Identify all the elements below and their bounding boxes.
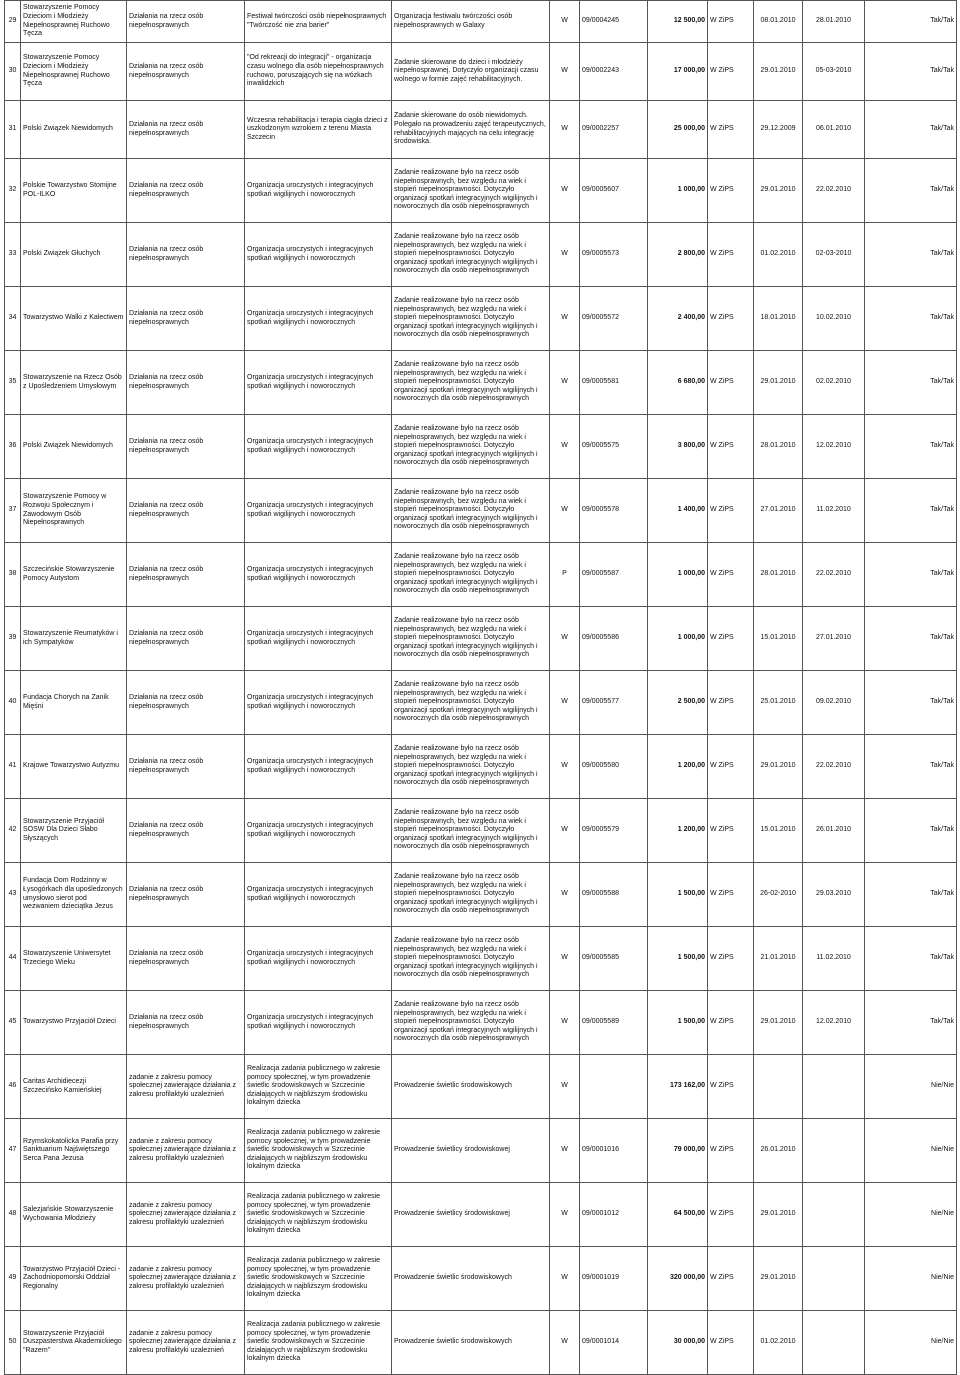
mode-code: W (550, 991, 580, 1055)
task-title: Realizacja zadania publicznego w zakresie pomocy społecznej, w tym prowadzenie świetlic środowiskowych w Szczecinie działających w najbliższym środowisku lokalnym dziecka (245, 1247, 392, 1311)
row-number: 38 (5, 543, 21, 607)
grant-amount: 1 200,00 (648, 735, 708, 799)
organization-name: Stowarzyszenie Uniwersytet Trzeciego Wieku (21, 927, 127, 991)
contract-number: 09/0005587 (580, 543, 648, 607)
control-flags: Tak/Tak (865, 863, 957, 927)
contract-date: 28.01.2010 (754, 543, 803, 607)
row-number: 47 (5, 1119, 21, 1183)
organization-name: Salezjańskie Stowarzyszenie Wychowania Młodzieży (21, 1183, 127, 1247)
grant-amount: 1 400,00 (648, 479, 708, 543)
table-row (5, 991, 957, 1055)
department-code: W ZiPS (708, 351, 754, 415)
task-title: Organizacja uroczystych i integracyjnych spotkań wigilijnych i noworocznych (245, 991, 392, 1055)
task-description: Zadanie realizowane było na rzecz osób niepełnosprawnych, bez względu na wiek i stopień niepełnosprawności. Dotyczyło organizacji spotkań integracyjnych wigilijnych i noworocznych dla osób niepełnosprawnych (392, 287, 550, 351)
task-description: Zadanie realizowane było na rzecz osób niepełnosprawnych, bez względu na wiek i stopień niepełnosprawności. Dotyczyło organizacji spotkań integracyjnych wigilijnych i noworocznych dla osób niepełnosprawnych (392, 671, 550, 735)
grant-amount: 2 400,00 (648, 287, 708, 351)
contract-number: 09/0005588 (580, 863, 648, 927)
table-row (5, 1, 957, 43)
organization-name: Polskie Towarzystwo Stomijne POL-ILKO (21, 159, 127, 223)
contract-number: 09/0005579 (580, 799, 648, 863)
contract-date: 15.01.2010 (754, 799, 803, 863)
task-title: Organizacja uroczystych i integracyjnych spotkań wigilijnych i noworocznych (245, 607, 392, 671)
task-title: Wczesna rehabilitacja i terapia ciągła dzieci z uszkodzonym wzrokiem z terenu Miasta Szczecin (245, 101, 392, 159)
table-row (5, 287, 957, 351)
mode-code: W (550, 223, 580, 287)
contract-number: 09/0001019 (580, 1247, 648, 1311)
row-number: 31 (5, 101, 21, 159)
table-row (5, 1247, 957, 1311)
task-title: Festiwal twórczości osób niepełnosprawnych "Twórczość nie zna barier" (245, 1, 392, 43)
task-description: Zadanie realizowane było na rzecz osób niepełnosprawnych, bez względu na wiek i stopień niepełnosprawności. Dotyczyło organizacji spotkań integracyjnych wigilijnych i noworocznych dla osób niepełnosprawnych (392, 607, 550, 671)
grant-amount: 3 800,00 (648, 415, 708, 479)
contract-number: 09/0005580 (580, 735, 648, 799)
settlement-date: 28.01.2010 (803, 1, 865, 43)
contract-date: 28.01.2010 (754, 415, 803, 479)
organization-name: Stowarzyszenie Przyjaciół Duszpasterstwa Akademickiego "Razem" (21, 1311, 127, 1375)
task-title: Realizacja zadania publicznego w zakresie pomocy społecznej, w tym prowadzenie świetlic środowiskowych w Szczecinie działających w najbliższym środowisku lokalnym dziecka (245, 1183, 392, 1247)
row-number: 32 (5, 159, 21, 223)
mode-code: W (550, 351, 580, 415)
task-title: Organizacja uroczystych i integracyjnych spotkań wigilijnych i noworocznych (245, 543, 392, 607)
department-code: W ZiPS (708, 287, 754, 351)
row-number: 49 (5, 1247, 21, 1311)
organization-name: Towarzystwo Przyjaciół Dzieci (21, 991, 127, 1055)
grant-amount: 1 500,00 (648, 991, 708, 1055)
settlement-date (803, 1183, 865, 1247)
contract-date: 08.01.2010 (754, 1, 803, 43)
organization-name: Polski Związek Głuchych (21, 223, 127, 287)
task-description: Zadanie realizowane było na rzecz osób niepełnosprawnych, bez względu na wiek i stopień niepełnosprawności. Dotyczyło organizacji spotkań integracyjnych wigilijnych i noworocznych dla osób niepełnosprawnych (392, 863, 550, 927)
grant-amount: 1 000,00 (648, 159, 708, 223)
settlement-date (803, 1119, 865, 1183)
department-code: W ZiPS (708, 1, 754, 43)
mode-code: W (550, 287, 580, 351)
department-code: W ZiPS (708, 415, 754, 479)
task-title: Realizacja zadania publicznego w zakresie pomocy społecznej, w tym prowadzenie świetlic środowiskowych w Szczecinie działających w najbliższym środowisku lokalnym dziecka (245, 1311, 392, 1375)
settlement-date: 02-03-2010 (803, 223, 865, 287)
control-flags: Nie/Nie (865, 1183, 957, 1247)
settlement-date (803, 1055, 865, 1119)
table-row (5, 159, 957, 223)
activity-area: zadanie z zakresu pomocy społecznej zawierające działania z zakresu profilaktyki uzależnień (127, 1055, 245, 1119)
contract-number: 09/0001014 (580, 1311, 648, 1375)
task-title: "Od rekreacji do integracji" - organizacja czasu wolnego dla osób niepełnosprawnych ruchowo, poruszających się na wózkach inwalidzkich (245, 43, 392, 101)
contract-number: 09/0005572 (580, 287, 648, 351)
task-description: Zadanie skierowane do dzieci i młodzieży niepełnosprawnej. Dotyczyło organizacji czasu wolnego w formie zajęć rehabilitacyjnych. (392, 43, 550, 101)
row-number: 39 (5, 607, 21, 671)
contract-date: 29.01.2010 (754, 159, 803, 223)
mode-code: W (550, 735, 580, 799)
department-code: W ZiPS (708, 479, 754, 543)
table-row (5, 799, 957, 863)
table-row (5, 607, 957, 671)
task-description: Zadanie realizowane było na rzecz osób niepełnosprawnych, bez względu na wiek i stopień niepełnosprawności. Dotyczyło organizacji spotkań integracyjnych wigilijnych i noworocznych dla osób niepełnosprawnych (392, 735, 550, 799)
row-number: 40 (5, 671, 21, 735)
table-row (5, 1119, 957, 1183)
contract-number: 09/0005581 (580, 351, 648, 415)
activity-area: Działania na rzecz osób niepełnosprawnych (127, 415, 245, 479)
mode-code: W (550, 479, 580, 543)
table-row (5, 351, 957, 415)
mode-code: W (550, 415, 580, 479)
grant-amount: 1 500,00 (648, 863, 708, 927)
control-flags: Nie/Nie (865, 1119, 957, 1183)
table-row (5, 101, 957, 159)
contract-number: 09/0005607 (580, 159, 648, 223)
department-code: W ZiPS (708, 863, 754, 927)
row-number: 36 (5, 415, 21, 479)
control-flags: Tak/Tak (865, 101, 957, 159)
organization-name: Krajowe Towarzystwo Autyzmu (21, 735, 127, 799)
activity-area: zadanie z zakresu pomocy społecznej zawierające działania z zakresu profilaktyki uzależnień (127, 1311, 245, 1375)
task-title: Organizacja uroczystych i integracyjnych spotkań wigilijnych i noworocznych (245, 735, 392, 799)
activity-area: Działania na rzecz osób niepełnosprawnych (127, 927, 245, 991)
mode-code: W (550, 43, 580, 101)
organization-name: Towarzystwo Przyjaciół Dzieci - Zachodniopomorski Oddział Regionalny (21, 1247, 127, 1311)
grant-amount: 79 000,00 (648, 1119, 708, 1183)
task-description: Prowadzenie świetlic środowiskowych (392, 1055, 550, 1119)
mode-code: W (550, 671, 580, 735)
row-number: 42 (5, 799, 21, 863)
contract-date: 27.01.2010 (754, 479, 803, 543)
task-title: Organizacja uroczystych i integracyjnych spotkań wigilijnych i noworocznych (245, 799, 392, 863)
mode-code: W (550, 1119, 580, 1183)
mode-code: W (550, 159, 580, 223)
contract-date: 29.01.2010 (754, 1183, 803, 1247)
task-description: Zadanie realizowane było na rzecz osób niepełnosprawnych, bez względu na wiek i stopień niepełnosprawności. Dotyczyło organizacji spotkań integracyjnych wigilijnych i noworocznych dla osób niepełnosprawnych (392, 351, 550, 415)
settlement-date: 22.02.2010 (803, 543, 865, 607)
table-row (5, 223, 957, 287)
control-flags: Tak/Tak (865, 159, 957, 223)
department-code: W ZiPS (708, 607, 754, 671)
organization-name: Stowarzyszenie Pomocy Dzieciom i Młodzieży Niepełnosprawnej Ruchowo Tęcza (21, 43, 127, 101)
settlement-date: 22.02.2010 (803, 159, 865, 223)
row-number: 43 (5, 863, 21, 927)
activity-area: zadanie z zakresu pomocy społecznej zawierające działania z zakresu profilaktyki uzależnień (127, 1183, 245, 1247)
task-title: Organizacja uroczystych i integracyjnych spotkań wigilijnych i noworocznych (245, 223, 392, 287)
task-description: Prowadzenie świetlic środowiskowych (392, 1311, 550, 1375)
control-flags: Tak/Tak (865, 671, 957, 735)
mode-code: W (550, 1055, 580, 1119)
activity-area: Działania na rzecz osób niepełnosprawnych (127, 101, 245, 159)
row-number: 30 (5, 43, 21, 101)
contract-date (754, 1055, 803, 1119)
row-number: 46 (5, 1055, 21, 1119)
contract-number: 09/0002243 (580, 43, 648, 101)
control-flags: Tak/Tak (865, 991, 957, 1055)
organization-name: Stowarzyszenie na Rzecz Osób z Upośledzeniem Umysłowym (21, 351, 127, 415)
department-code: W ZiPS (708, 1311, 754, 1375)
row-number: 41 (5, 735, 21, 799)
contract-number: 09/0002257 (580, 101, 648, 159)
contract-number: 09/0005586 (580, 607, 648, 671)
organization-name: Stowarzyszenie Przyjaciół SOSW Dla Dzieci Słabo Słyszących (21, 799, 127, 863)
settlement-date: 12.02.2010 (803, 415, 865, 479)
department-code: W ZiPS (708, 543, 754, 607)
department-code: W ZiPS (708, 223, 754, 287)
control-flags: Nie/Nie (865, 1055, 957, 1119)
table-row (5, 1055, 957, 1119)
activity-area: Działania na rzecz osób niepełnosprawnych (127, 671, 245, 735)
activity-area: zadanie z zakresu pomocy społecznej zawierające działania z zakresu profilaktyki uzależnień (127, 1119, 245, 1183)
grant-amount: 1 200,00 (648, 799, 708, 863)
grant-amount: 173 162,00 (648, 1055, 708, 1119)
mode-code: W (550, 607, 580, 671)
control-flags: Tak/Tak (865, 351, 957, 415)
settlement-date: 02.02.2010 (803, 351, 865, 415)
row-number: 33 (5, 223, 21, 287)
mode-code: W (550, 1183, 580, 1247)
contract-date: 29.01.2010 (754, 991, 803, 1055)
department-code: W ZiPS (708, 735, 754, 799)
task-description: Zadanie realizowane było na rzecz osób niepełnosprawnych, bez względu na wiek i stopień niepełnosprawności. Dotyczyło organizacji spotkań integracyjnych wigilijnych i noworocznych dla osób niepełnosprawnych (392, 927, 550, 991)
task-title: Organizacja uroczystych i integracyjnych spotkań wigilijnych i noworocznych (245, 671, 392, 735)
contract-date: 18.01.2010 (754, 287, 803, 351)
settlement-date: 10.02.2010 (803, 287, 865, 351)
activity-area: Działania na rzecz osób niepełnosprawnych (127, 287, 245, 351)
task-description: Prowadzenie świetlicy środowiskowej (392, 1119, 550, 1183)
department-code: W ZiPS (708, 671, 754, 735)
contract-number: 09/0005575 (580, 415, 648, 479)
mode-code: W (550, 101, 580, 159)
task-description: Zadanie realizowane było na rzecz osób niepełnosprawnych, bez względu na wiek i stopień niepełnosprawności. Dotyczyło organizacji spotkań integracyjnych wigilijnych i noworocznych dla osób niepełnosprawnych (392, 543, 550, 607)
contract-number: 09/0005578 (580, 479, 648, 543)
contract-number: 09/0005585 (580, 927, 648, 991)
task-title: Organizacja uroczystych i integracyjnych spotkań wigilijnych i noworocznych (245, 479, 392, 543)
settlement-date (803, 1311, 865, 1375)
contract-date: 25.01.2010 (754, 671, 803, 735)
task-title: Realizacja zadania publicznego w zakresie pomocy społecznej, w tym prowadzenie świetlic środowiskowych w Szczecinie działających w najbliższym środowisku lokalnym dziecka (245, 1119, 392, 1183)
grant-amount: 12 500,00 (648, 1, 708, 43)
grants-table-body (5, 1, 957, 1375)
department-code: W ZiPS (708, 1183, 754, 1247)
activity-area: Działania na rzecz osób niepełnosprawnych (127, 543, 245, 607)
task-description: Prowadzenie świetlicy środowiskowej (392, 1183, 550, 1247)
row-number: 35 (5, 351, 21, 415)
mode-code: W (550, 927, 580, 991)
control-flags: Tak/Tak (865, 43, 957, 101)
activity-area: Działania na rzecz osób niepełnosprawnych (127, 159, 245, 223)
settlement-date: 22.02.2010 (803, 735, 865, 799)
control-flags: Tak/Tak (865, 543, 957, 607)
settlement-date: 27.01.2010 (803, 607, 865, 671)
task-title: Organizacja uroczystych i integracyjnych spotkań wigilijnych i noworocznych (245, 927, 392, 991)
task-description: Zadanie skierowane do osób niewidomych. Polegało na prowadzeniu zajęć terapeutycznych, rehabilitacyjnych mających na celu integrację środowiska. (392, 101, 550, 159)
department-code: W ZiPS (708, 43, 754, 101)
department-code: W ZiPS (708, 799, 754, 863)
control-flags: Tak/Tak (865, 607, 957, 671)
contract-date: 26.01.2010 (754, 1119, 803, 1183)
task-title: Organizacja uroczystych i integracyjnych spotkań wigilijnych i noworocznych (245, 159, 392, 223)
activity-area: Działania na rzecz osób niepełnosprawnych (127, 991, 245, 1055)
mode-code: W (550, 1311, 580, 1375)
settlement-date: 06.01.2010 (803, 101, 865, 159)
row-number: 45 (5, 991, 21, 1055)
task-title: Realizacja zadania publicznego w zakresie pomocy społecznej, w tym prowadzenie świetlic środowiskowych w Szczecinie działających w najbliższym środowisku lokalnym dziecka (245, 1055, 392, 1119)
contract-number: 09/0001012 (580, 1183, 648, 1247)
control-flags: Tak/Tak (865, 799, 957, 863)
row-number: 29 (5, 1, 21, 43)
table-row (5, 415, 957, 479)
department-code: W ZiPS (708, 991, 754, 1055)
contract-number: 09/0005589 (580, 991, 648, 1055)
task-description: Zadanie realizowane było na rzecz osób niepełnosprawnych, bez względu na wiek i stopień niepełnosprawności. Dotyczyło organizacji spotkań integracyjnych wigilijnych i noworocznych dla osób niepełnosprawnych (392, 223, 550, 287)
organization-name: Fundacja Dom Rodzinny w Łysogórkach dla upośledzonych umysłowo sierot pod wezwaniem dzieciątka Jezus (21, 863, 127, 927)
task-title: Organizacja uroczystych i integracyjnych spotkań wigilijnych i noworocznych (245, 863, 392, 927)
organization-name: Towarzystwo Walki z Kalectwem (21, 287, 127, 351)
task-description: Zadanie realizowane było na rzecz osób niepełnosprawnych, bez względu na wiek i stopień niepełnosprawności. Dotyczyło organizacji spotkań integracyjnych wigilijnych i noworocznych dla osób niepełnosprawnych (392, 991, 550, 1055)
organization-name: Stowarzyszenie Pomocy Dzieciom i Młodzieży Niepełnosprawnej Ruchowo Tęcza (21, 1, 127, 43)
grant-amount: 2 500,00 (648, 671, 708, 735)
department-code: W ZiPS (708, 159, 754, 223)
mode-code: W (550, 1, 580, 43)
row-number: 50 (5, 1311, 21, 1375)
activity-area: Działania na rzecz osób niepełnosprawnych (127, 43, 245, 101)
mode-code: W (550, 863, 580, 927)
grant-amount: 6 680,00 (648, 351, 708, 415)
activity-area: Działania na rzecz osób niepełnosprawnych (127, 799, 245, 863)
contract-date: 29.01.2010 (754, 351, 803, 415)
task-title: Organizacja uroczystych i integracyjnych spotkań wigilijnych i noworocznych (245, 287, 392, 351)
row-number: 48 (5, 1183, 21, 1247)
table-row (5, 671, 957, 735)
table-row (5, 1183, 957, 1247)
control-flags: Nie/Nie (865, 1311, 957, 1375)
contract-date: 01.02.2010 (754, 223, 803, 287)
department-code: W ZiPS (708, 1247, 754, 1311)
task-title: Organizacja uroczystych i integracyjnych spotkań wigilijnych i noworocznych (245, 351, 392, 415)
contract-date: 29.01.2010 (754, 1247, 803, 1311)
mode-code: P (550, 543, 580, 607)
grant-amount: 64 500,00 (648, 1183, 708, 1247)
control-flags: Tak/Tak (865, 223, 957, 287)
department-code: W ZiPS (708, 1119, 754, 1183)
task-title: Organizacja uroczystych i integracyjnych spotkań wigilijnych i noworocznych (245, 415, 392, 479)
control-flags: Nie/Nie (865, 1247, 957, 1311)
grant-amount: 1 000,00 (648, 607, 708, 671)
control-flags: Tak/Tak (865, 479, 957, 543)
control-flags: Tak/Tak (865, 415, 957, 479)
activity-area: Działania na rzecz osób niepełnosprawnych (127, 1, 245, 43)
activity-area: Działania na rzecz osób niepełnosprawnych (127, 351, 245, 415)
control-flags: Tak/Tak (865, 735, 957, 799)
mode-code: W (550, 799, 580, 863)
contract-number: 09/0001016 (580, 1119, 648, 1183)
table-row (5, 735, 957, 799)
grants-table (4, 0, 957, 1375)
row-number: 37 (5, 479, 21, 543)
contract-number (580, 1055, 648, 1119)
organization-name: Polski Związek Niewidomych (21, 101, 127, 159)
contract-date: 29.01.2010 (754, 43, 803, 101)
grant-amount: 320 000,00 (648, 1247, 708, 1311)
contract-number: 09/0005577 (580, 671, 648, 735)
organization-name: Szczecińskie Stowarzyszenie Pomocy Autystom (21, 543, 127, 607)
grant-amount: 25 000,00 (648, 101, 708, 159)
contract-number: 09/0005573 (580, 223, 648, 287)
activity-area: Działania na rzecz osób niepełnosprawnych (127, 607, 245, 671)
task-description: Prowadzenie świetlic środowiskowych (392, 1247, 550, 1311)
organization-name: Stowarzyszenie Reumatyków i ich Sympatyków (21, 607, 127, 671)
grant-amount: 1 500,00 (648, 927, 708, 991)
table-row (5, 43, 957, 101)
organization-name: Caritas Archidiecezji Szczecińsko Kamieńskiej (21, 1055, 127, 1119)
contract-number: 09/0004245 (580, 1, 648, 43)
activity-area: Działania na rzecz osób niepełnosprawnych (127, 863, 245, 927)
contract-date: 29.01.2010 (754, 735, 803, 799)
activity-area: Działania na rzecz osób niepełnosprawnych (127, 735, 245, 799)
control-flags: Tak/Tak (865, 927, 957, 991)
contract-date: 26-02-2010 (754, 863, 803, 927)
department-code: W ZiPS (708, 1055, 754, 1119)
table-row (5, 479, 957, 543)
table-row (5, 1311, 957, 1375)
settlement-date: 26.01.2010 (803, 799, 865, 863)
task-description: Zadanie realizowane było na rzecz osób niepełnosprawnych, bez względu na wiek i stopień niepełnosprawności. Dotyczyło organizacji spotkań integracyjnych wigilijnych i noworocznych dla osób niepełnosprawnych (392, 479, 550, 543)
table-row (5, 863, 957, 927)
mode-code: W (550, 1247, 580, 1311)
control-flags: Tak/Tak (865, 1, 957, 43)
organization-name: Polski Związek Niewidomych (21, 415, 127, 479)
settlement-date: 05-03-2010 (803, 43, 865, 101)
activity-area: Działania na rzecz osób niepełnosprawnych (127, 479, 245, 543)
task-description: Organizacja festiwalu twórczości osób niepełnosprawnych w Galaxy (392, 1, 550, 43)
row-number: 44 (5, 927, 21, 991)
activity-area: Działania na rzecz osób niepełnosprawnych (127, 223, 245, 287)
organization-name: Fundacja Chorych na Zanik Mięśni (21, 671, 127, 735)
activity-area: zadanie z zakresu pomocy społecznej zawierające działania z zakresu profilaktyki uzależnień (127, 1247, 245, 1311)
control-flags: Tak/Tak (865, 287, 957, 351)
organization-name: Rzymskokatolicka Parafia przy Sanktuarium Najświętszego Serca Pana Jezusa (21, 1119, 127, 1183)
grant-amount: 17 000,00 (648, 43, 708, 101)
settlement-date: 29.03.2010 (803, 863, 865, 927)
department-code: W ZiPS (708, 927, 754, 991)
settlement-date (803, 1247, 865, 1311)
settlement-date: 11.02.2010 (803, 479, 865, 543)
table-row (5, 543, 957, 607)
contract-date: 15.01.2010 (754, 607, 803, 671)
row-number: 34 (5, 287, 21, 351)
contract-date: 29.12.2009 (754, 101, 803, 159)
table-row (5, 927, 957, 991)
settlement-date: 12.02.2010 (803, 991, 865, 1055)
organization-name: Stowarzyszenie Pomocy w Rozwoju Społecznym i Zawodowym Osób Niepełnosprawnych (21, 479, 127, 543)
grant-amount: 2 800,00 (648, 223, 708, 287)
task-description: Zadanie realizowane było na rzecz osób niepełnosprawnych, bez względu na wiek i stopień niepełnosprawności. Dotyczyło organizacji spotkań integracyjnych wigilijnych i noworocznych dla osób niepełnosprawnych (392, 415, 550, 479)
task-description: Zadanie realizowane było na rzecz osób niepełnosprawnych, bez względu na wiek i stopień niepełnosprawności. Dotyczyło organizacji spotkań integracyjnych wigilijnych i noworocznych dla osób niepełnosprawnych (392, 799, 550, 863)
contract-date: 01.02.2010 (754, 1311, 803, 1375)
department-code: W ZiPS (708, 101, 754, 159)
settlement-date: 11.02.2010 (803, 927, 865, 991)
settlement-date: 09.02.2010 (803, 671, 865, 735)
grant-amount: 30 000,00 (648, 1311, 708, 1375)
grant-amount: 1 000,00 (648, 543, 708, 607)
task-description: Zadanie realizowane było na rzecz osób niepełnosprawnych, bez względu na wiek i stopień niepełnosprawności. Dotyczyło organizacji spotkań integracyjnych wigilijnych i noworocznych dla osób niepełnosprawnych (392, 159, 550, 223)
contract-date: 21.01.2010 (754, 927, 803, 991)
